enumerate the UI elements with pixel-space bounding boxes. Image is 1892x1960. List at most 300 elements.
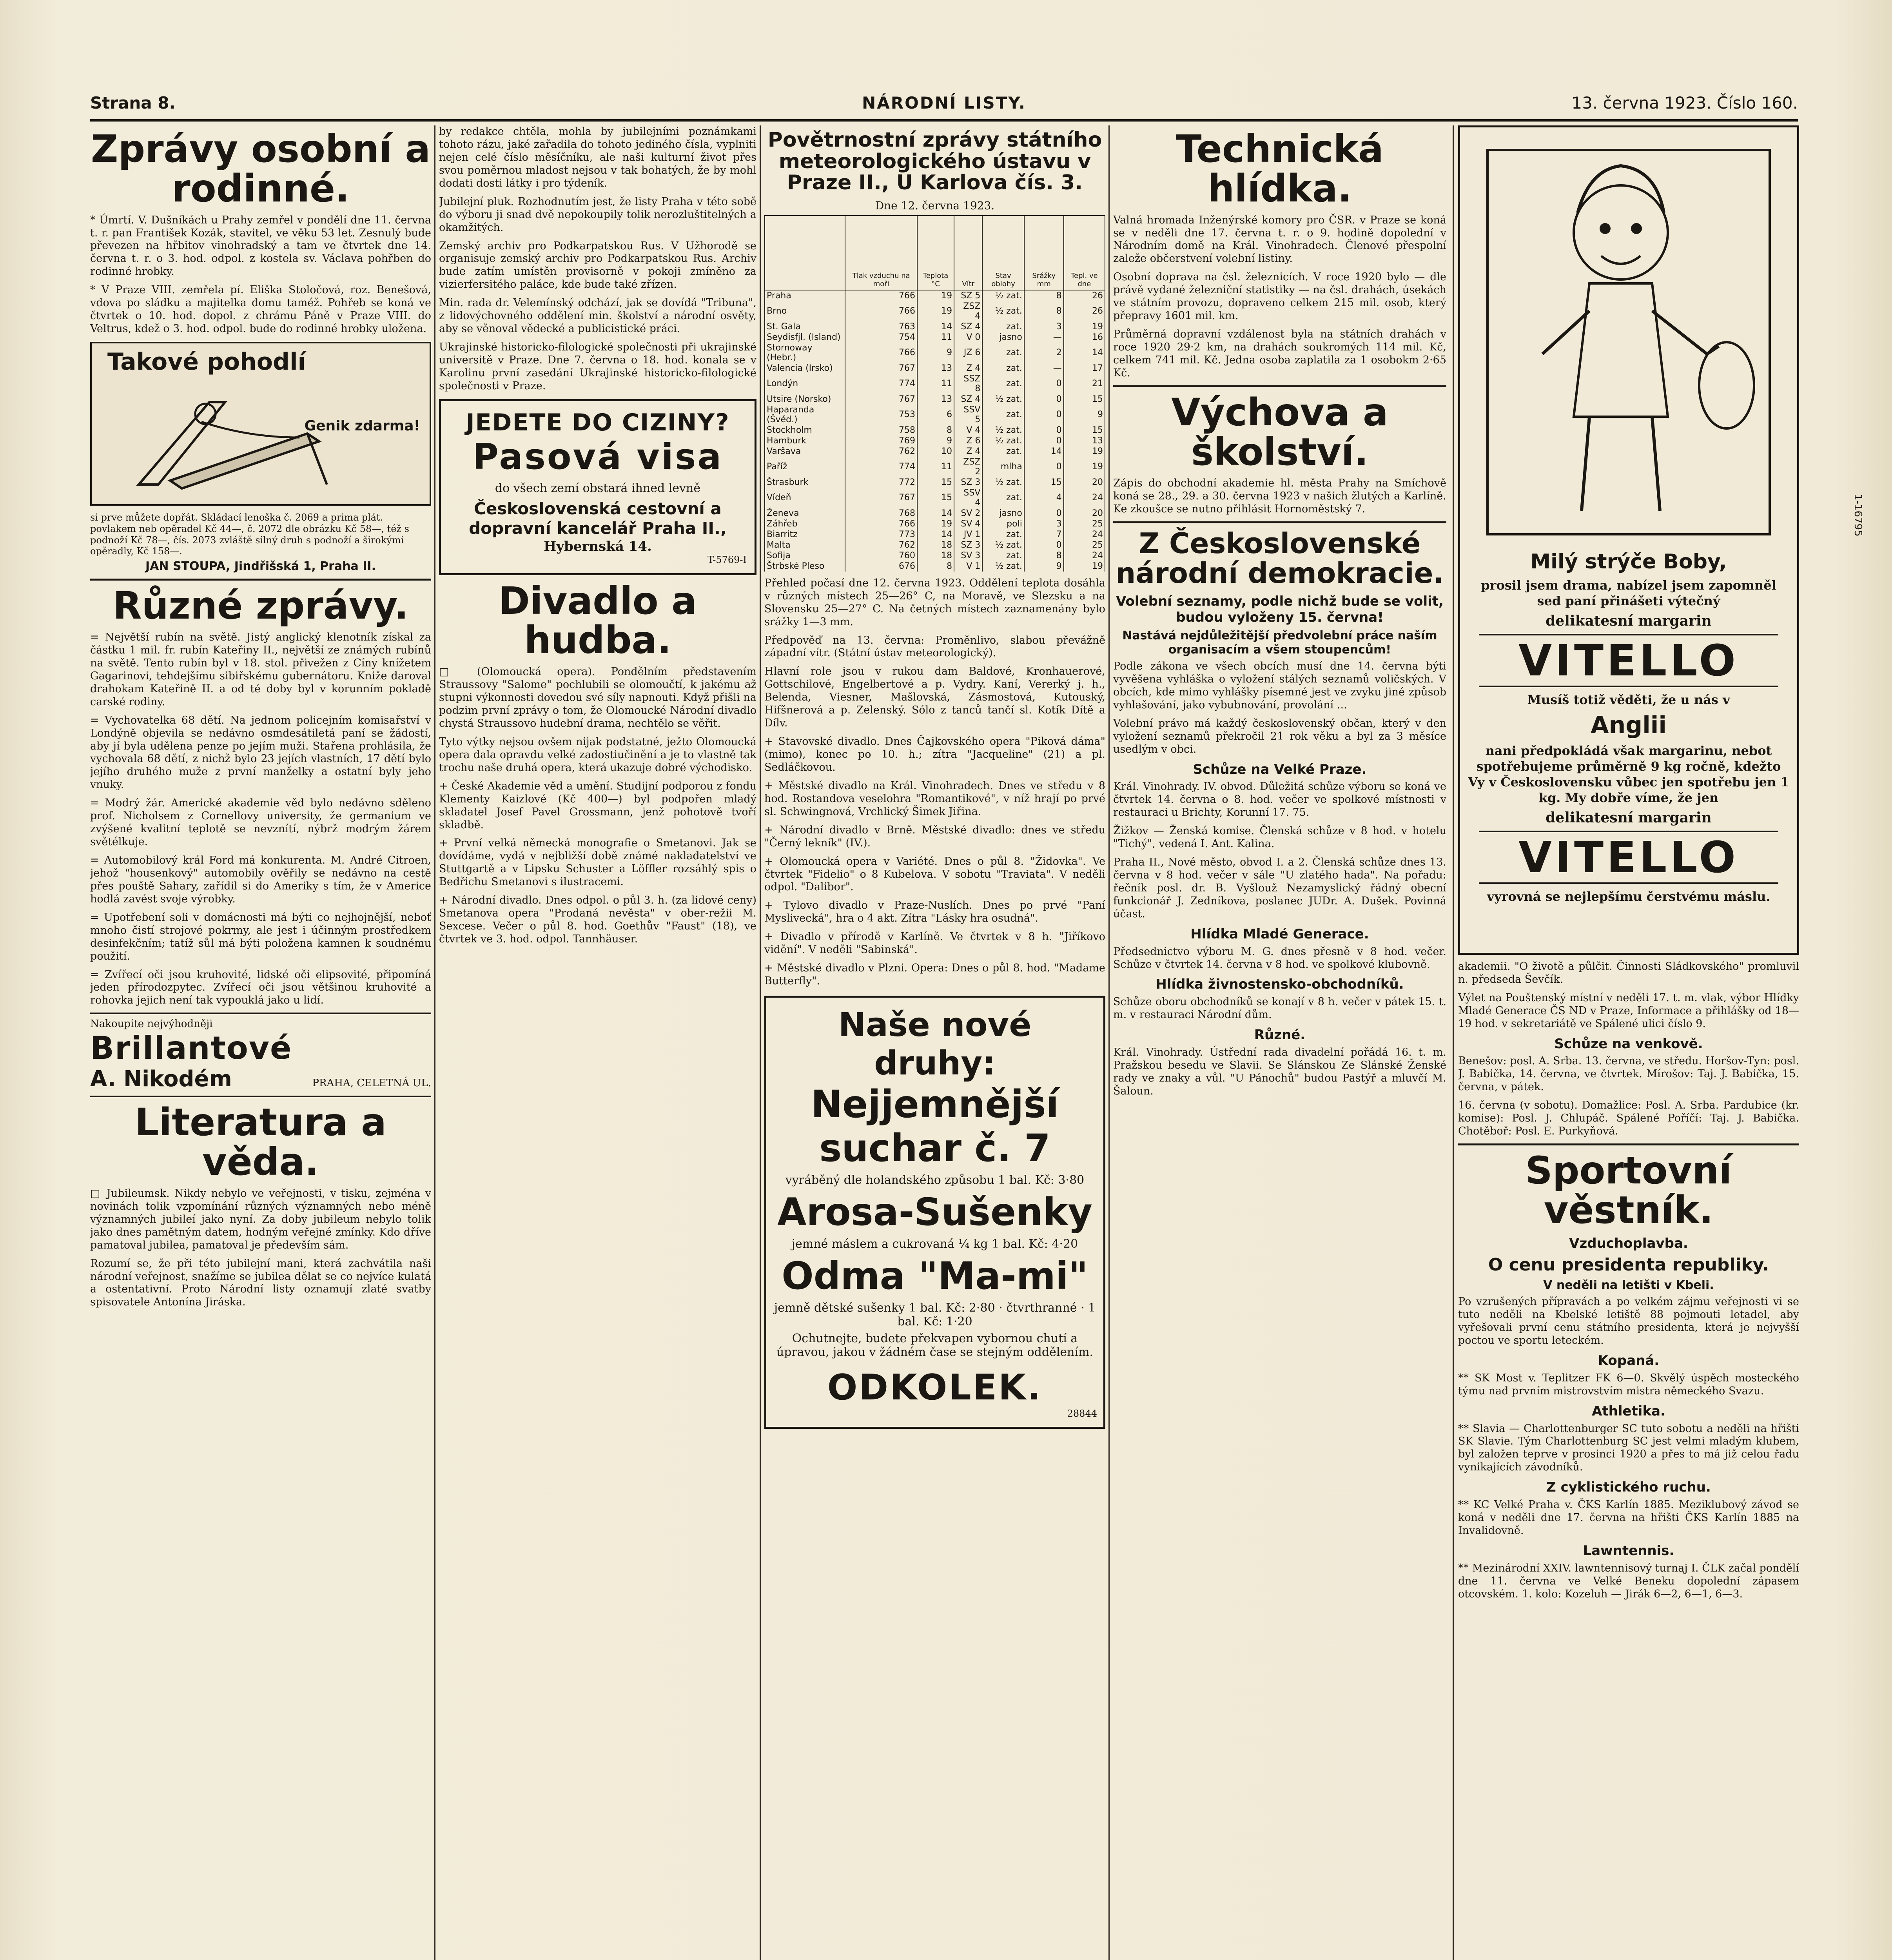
masthead (90, 91, 1798, 118)
table-cell: poli (982, 519, 1024, 529)
article-text: + České Akademie věd a umění. Studijní podporou z fondu Klementy Kaizlové (Kč 400—) byl podpořen mladý skladatel Josef Pavel Grossmann, jenž pohotově tvoří skladbě. (439, 780, 756, 831)
table-cell: 13 (917, 363, 954, 374)
table-cell: 11 (917, 332, 954, 343)
table-header-cell: Teplota °C (917, 216, 954, 290)
article-text: Rozumí se, že při této jubilejní mani, která zachvátila naši národní veřejnost, snažíme se jubilea dělat se co nejvíce kulatá a ostentativní. Proto Národní listy oznamují zlaté svatby spisovatele Antonína Jiráska. (90, 1257, 431, 1308)
column-3 (764, 125, 1105, 1960)
table-cell: Vídeň (765, 488, 845, 508)
table-cell: Štrasburk (765, 477, 845, 488)
table-cell: 766 (845, 290, 917, 301)
table-cell: Stockholm (765, 425, 845, 436)
table-cell: Utsire (Norsko) (765, 394, 845, 405)
table-cell: SZ 3 (954, 540, 982, 550)
table-cell: Haparanda (Švéd.) (765, 405, 845, 425)
article-text: Volební právo má každý československý občan, který v den vyložení seznamů překročil 21 rok věku a byl za 3 měsíce usedlým v obci. (1113, 717, 1446, 755)
article-text: Benešov: posl. A. Srba. 13. června, ve středu. Horšov-Tyn: posl. J. Babička, 14. června, ve čtvrtek. Mírošov: Taj. J. Babička, 15. června, v pátek. (1458, 1055, 1799, 1093)
table-cell: 767 (845, 394, 917, 405)
table-row (765, 321, 1105, 332)
table-cell: 8 (917, 561, 954, 572)
table-cell: 11 (917, 374, 954, 394)
section-heading: Zprávy osobní a rodinné. (91, 127, 431, 211)
subheading: Z cyklistického ruchu. (1546, 1479, 1711, 1495)
ad-product: Arosa-Sušenky (777, 1190, 1092, 1234)
ad-text: delikatesní margarin (1546, 613, 1712, 629)
table-cell: 14 (917, 321, 954, 332)
column-4 (1113, 125, 1446, 1960)
ad-text: do všech zemí obstará ihned levně (495, 481, 701, 495)
article-text: ** KC Velké Praha v. ČKS Karlín 1885. Meziklubový závod se koná v neděli dne 17. června na hřišti ČKS Karlín 1885 na Invalidovně. (1458, 1499, 1799, 1537)
table-cell: 19 (1064, 561, 1105, 572)
table-cell: 14 (1024, 446, 1064, 457)
table-cell: jasno (982, 332, 1024, 343)
archive-stamp: 1-16795 (1852, 494, 1864, 537)
table-row (765, 405, 1105, 425)
table-cell: 0 (1024, 405, 1064, 425)
ad-headline: Brillantové (90, 1030, 292, 1067)
table-cell: 25 (1064, 519, 1105, 529)
table-cell: 19 (1064, 321, 1105, 332)
table-cell: 19 (1064, 446, 1105, 457)
table-cell: 25 (1064, 540, 1105, 550)
ad-text: vyráběný dle holandského způsobu 1 bal. Kč: 3·80 (785, 1173, 1085, 1187)
article-text: Král. Vinohrady. IV. obvod. Důležitá schůze výboru se koná ve čtvrtek 14. června o 8. hod. večer ve spolkové místnosti v restauraci u Brichty, Korunní 17. 75. (1113, 780, 1446, 819)
issue-date: 13. června 1923. Číslo 160. (1571, 93, 1798, 113)
table-cell: 21 (1064, 374, 1105, 394)
table-cell: zat. (982, 488, 1024, 508)
table-cell: 24 (1064, 488, 1105, 508)
table-cell: Varšava (765, 446, 845, 457)
article-text: Podle zákona ve všech obcích musí dne 14. června býti vyvěšena vyhláška o vyložení stálých seznamů voličských. V obcích, kde mimo vyhlášky písemné jest ve zvyku jiné způsob vyhlašování, jako vybubnování, provolání ... (1113, 660, 1446, 711)
odkolek-advertisement (764, 996, 1105, 1429)
table-cell: zat. (982, 363, 1024, 374)
table-header-cell: Stav oblohy (982, 216, 1024, 290)
table-cell: SSV 4 (954, 488, 982, 508)
subheading: Různé. (1254, 1027, 1306, 1043)
table-cell: ZSZ 4 (954, 301, 982, 321)
subheading: Lawntennis. (1583, 1543, 1674, 1559)
article-text: + Městské divadlo v Plzni. Opera: Dnes o půl 8. hod. "Madame Butterfly". (764, 962, 1105, 987)
article-text: + První velká německá monografie o Smetanovi. Jak se dovídáme, vydá v nejbližší době známé nakladatelství ve Stuttgartě a v Lipsku Schuster a Löffler rozsáhlý spis o Bedřichu Smetanovi s ilustracemi. (439, 837, 756, 888)
subheading: Hlídka živnostensko-obchodníků. (1156, 976, 1404, 993)
divider (1458, 1143, 1799, 1145)
table-cell: zat. (982, 343, 1024, 363)
table-cell: 6 (917, 405, 954, 425)
table-cell: Londýn (765, 374, 845, 394)
article-text: Jubilejní pluk. Rozhodnutím jest, že listy Praha v této sobě do výboru ji snad dvě nepokoupily tolik nerozluštitelných a okamžitých. (439, 195, 756, 234)
table-cell: 762 (845, 446, 917, 457)
table-cell: V 1 (954, 561, 982, 572)
table-cell: 19 (917, 290, 954, 301)
table-row (765, 540, 1105, 550)
section-heading: Výchova a školství. (1171, 390, 1388, 474)
table-cell: 14 (917, 529, 954, 540)
ad-text: jemné máslem a cukrovaná ¼ kg 1 bal. Kč: 4·20 (791, 1237, 1078, 1251)
article-text: * V Praze VIII. zemřela pí. Eliška Stoločová, roz. Benešová, vdova po sládku a majitelka domu taméž. Pohřeb se koná ve čtvrtek o 10. hod. dopol. z chrámu Páně v Praze VIII. do Veltrus, kdež o 3. hod. odpol. bude do rodinné hrobky uložena. (90, 284, 431, 335)
ad-title: Pasová visa (472, 436, 723, 477)
table-cell: 0 (1024, 436, 1064, 446)
table-row (765, 529, 1105, 540)
section-heading: Literatura a věda. (135, 1100, 386, 1184)
table-cell: ½ zat. (982, 394, 1024, 405)
article-text: Zemský archiv pro Podkarpatskou Rus. V Užhorodě se organisuje zemský archiv pro Podkarpatskou Rus. Archiv bude zatím umístěn provisorně v pokoji zmíněno za vizierfersitého paláce, kde bude také zřízen. (439, 240, 756, 291)
table-cell: Z 4 (954, 363, 982, 374)
table-cell: 14 (917, 508, 954, 519)
article-text: □ (Olomoucká opera). Pondělním představením Straussovy "Salome" pochlubili se olomoučtí, k jakému až stupni výkonnosti dovedou své síly napnouti. Když přišli na podzim první zprávy o tom, že Olomoucké Národní divadlo chystá Straussovo hudební drama, nechtělo se věřit. (439, 666, 756, 730)
table-cell: 0 (1024, 425, 1064, 436)
deckchair-illustration (123, 387, 343, 496)
article-text: Osobní doprava na čsl. železnicích. V roce 1920 bylo — dle právě vydané železniční statistiky — na čsl. drahách, úsekách ve státním provozu, dopraveno celkem 215 mil. osob, který přepravy 1601 mil. km. (1113, 271, 1446, 322)
article-text: * Úmrtí. V. Dušníkách u Prahy zemřel v pondělí dne 11. června t. r. pan František Kozák, stavitel, ve věku 53 let. Zesnulý bude převezen na hřbitov vinohradský a tam ve čtvrtek dne 14. června t. r. o 3. hod. odpol. z kostela sv. Václava pohřben do rodinné hrobky. (90, 214, 431, 278)
table-cell: 19 (1064, 457, 1105, 477)
vitello-logo: VITELLO (1479, 831, 1778, 884)
table-header-cell: Tepl. ve dne (1064, 216, 1105, 290)
table-cell: 774 (845, 374, 917, 394)
table-cell: 763 (845, 321, 917, 332)
table-cell: 773 (845, 529, 917, 540)
table-cell: SV 3 (954, 550, 982, 561)
table-cell: ½ zat. (982, 425, 1024, 436)
weather-date: Dne 12. června 1923. (875, 199, 995, 212)
vitello-advertisement (1458, 125, 1799, 955)
article-text: = Upotřebení soli v domácnosti má býti co nejhojnější, neboť mnoho čistí strojové pokrmy, ale jest i účinným prostředkem desinfekčním; tatíž sůl má býti položena kamnen k soudnému použití. (90, 911, 431, 962)
subheading: O cenu presidenta republiky. (1488, 1254, 1769, 1275)
table-cell: 10 (917, 446, 954, 457)
table-cell: JZ 6 (954, 343, 982, 363)
table-cell: 769 (845, 436, 917, 446)
table-cell: 18 (917, 550, 954, 561)
table-cell: 0 (1024, 508, 1064, 519)
table-cell: 15 (1064, 425, 1105, 436)
vitello-logo: VITELLO (1479, 634, 1778, 687)
table-cell: zat. (982, 405, 1024, 425)
column-5 (1458, 125, 1799, 1960)
table-cell: 8 (1024, 550, 1064, 561)
article-text: ** Slavia — Charlottenburger SC tuto sobotu a neděli na hřišti SK Slavie. Tým Charlottenburg SC jest velmi mladým klubem, byl založen teprve v prosinci 1920 a přes to má již celou řadu vynikajících závodníků. (1458, 1422, 1799, 1474)
table-header-cell: Srážky mm (1024, 216, 1064, 290)
ad-company: A. Nikodém (90, 1066, 232, 1092)
table-cell: 3 (1024, 321, 1064, 332)
table-cell: 2 (1024, 343, 1064, 363)
table-cell: Praha (765, 290, 845, 301)
ad-pretext: Nakoupíte nejvýhodněji (90, 1018, 213, 1030)
ad-headline: Milý strýče Boby, (1530, 550, 1727, 573)
table-cell: 9 (917, 343, 954, 363)
table-row (765, 477, 1105, 488)
table-cell: 767 (845, 488, 917, 508)
table-cell: zat. (982, 529, 1024, 540)
ad-company: Československá cestovní a dopravní kancelář Praha II., (469, 499, 727, 538)
table-cell: 774 (845, 457, 917, 477)
table-cell: 24 (1064, 529, 1105, 540)
article-text: Žižkov — Ženská komise. Členská schůze v 8 hod. v hotelu "Tichý", vedená I. Ant. Kalina. (1113, 825, 1446, 850)
divider (1113, 521, 1446, 523)
weather-table (764, 215, 1105, 572)
table-cell: 0 (1024, 540, 1064, 550)
table-cell: Brno (765, 301, 845, 321)
table-cell: mlha (982, 457, 1024, 477)
section-heading: Různé zprávy. (112, 584, 409, 628)
jewelry-advertisement (90, 1013, 431, 1097)
table-cell: ½ zat. (982, 540, 1024, 550)
ad-text: jemně dětské sušenky 1 bal. Kč: 2·80 · čtvrthranné · 1 bal. Kč: 1·20 (774, 1301, 1096, 1329)
article-text: = Vychovatelka 68 dětí. Na jednom policejním komisařství v Londýně objevila se nedávno osmdesátiletá paní se žádostí, aby jí byla udělena penze po jejím muži. Stařena prohlásila, že vychovala 68 dětí, z nichž bylo 23 jejích vlastních, 17 dětí bylo jejího druhého muže z první manželky a ostatní byly jeho vnuky. (90, 714, 431, 791)
table-cell: ½ zat. (982, 290, 1024, 301)
ad-code: T-5769-I (707, 554, 747, 565)
table-header-cell (765, 216, 845, 290)
travel-advertisement (439, 399, 756, 575)
subheading: Hlídka Mladé Generace. (1190, 926, 1369, 942)
article-text: Po vzrušených přípravách a po velkém zájmu veřejnosti vi se tuto neděli na Kbelské letiště 88 pojmouti letadel, aby vyřešovali první cenu státního presidenta, která je nejvyšší poctou ve sportu leteckém. (1458, 1296, 1799, 1347)
table-cell: Ženeva (765, 508, 845, 519)
section-heading: Technická hlídka. (1176, 127, 1384, 211)
article-text: + Olomoucká opera v Variété. Dnes o půl 8. "Židovka". Ve čtvrtek "Fidelio" o 8 Kubelova. V sobotu "Traviata". V neděli odpol. "Dalibor". (764, 855, 1105, 893)
table-row (765, 290, 1105, 301)
table-cell: 9 (1064, 405, 1105, 425)
table-cell: zat. (982, 321, 1024, 332)
ad-product: Nejjemnější suchar č. 7 (811, 1082, 1059, 1171)
section-heading: Sportovní věstník. (1525, 1149, 1732, 1232)
table-row (765, 550, 1105, 561)
article-text: Valná hromada Inženýrské komory pro ČSR. v Praze se koná se v neděli dne 17. června t. r. o 9. hodině dopolední v Národním domě na Král. Vinohradech. Členové přespolní zaleže občerstvení volební listiny. (1113, 214, 1446, 265)
article-text: ** Mezinárodní XXIV. lawntennisový turnaj I. ČLK začal pondělí dne 11. června ve Velké Beneku dopolední zápasem otcovském. 1. kolo: Kozeluh — Jirák 6—2, 6—1, 6—3. (1458, 1562, 1799, 1600)
table-cell: 11 (917, 457, 954, 477)
subheading: Athletika. (1592, 1403, 1665, 1419)
table-cell: 13 (1064, 436, 1105, 446)
table-cell: 17 (1064, 363, 1105, 374)
table-cell: 676 (845, 561, 917, 572)
article-text: + Národní divadlo. Dnes odpol. o půl 3. h. (za lidové ceny) Smetanova opera "Prodaná nevěsta" v ober-režii M. Sexcese. Večer o půl 8. hod. Goethův "Faust" (18), ve čtvrtek ve 3. hod. odpol. Tannhäuser. (439, 894, 756, 945)
article-text: by redakce chtěla, mohla by jubilejními poznámkami tohoto rázu, jaké zařadila do tohoto jediného čísla, vyplniti nejen celé číslo měsíčníku, ale naši kulturní život přes svou poměrnou mladost nejsou v tak bohatých, že by mohl dodati dosti látky i pro týdeník. (439, 125, 756, 189)
table-cell: 7 (1024, 529, 1064, 540)
table-cell: 767 (845, 363, 917, 374)
section-heading: Z Československé národní demokracie. (1116, 527, 1444, 590)
article-text: Hlavní role jsou v rukou dam Baldové, Kronhauerové, Gottschilové, Engelbertové a p. Vydry. Kaní, Vererký j. h., Belenda, Viesner, Mašlovská, Zásmostová, Kutouský, Hifšnerová a p. Zelenský. Sólo z tanců tančí sl. Kotík Dítě a Dílv. (764, 665, 1105, 730)
table-cell: Štrbské Pleso (765, 561, 845, 572)
subheading: Nastává nejdůležitější předvolební práce naším organisacím a všem stoupencům! (1122, 629, 1437, 657)
ad-headline: Anglii (1591, 711, 1667, 739)
table-row (765, 508, 1105, 519)
column-2 (439, 125, 756, 1960)
table-cell: jasno (982, 508, 1024, 519)
table-cell: SZ 4 (954, 394, 982, 405)
article-text: Min. rada dr. Velemínský odchází, jak se dovídá "Tribuna", z lidovýchovného oddělení min. školství a národní osvěty, aby se věnoval vědecké a publicistické práci. (439, 297, 756, 335)
column-divider (760, 125, 761, 1960)
table-cell: Záhřeb (765, 519, 845, 529)
table-cell: SSV 5 (954, 405, 982, 425)
subheading: Schůze na Velké Praze. (1193, 761, 1367, 777)
page-number: Strana 8. (90, 93, 176, 113)
table-cell: 754 (845, 332, 917, 343)
article-text: Průměrná dopravní vzdálenost byla na státních drahách v roce 1920 29·2 km, na drahách soukromých 114 mil. Kč, celkem 741 mil. Kč. Jedna osoba zaplatila za 1 osobokm 2·65 Kč. (1113, 328, 1446, 379)
table-row (765, 374, 1105, 394)
article-text: Praha II., Nové město, obvod I. a 2. Členská schůze dnes 13. června v 8 hod. večer v sále "U zlatého hada". Na pořadu: řečník posl. dr. B. Vyšlouž Nezamyslický řádný obecní funkcionář J. Zedníkova, poslanec JUDr. A. Dušek. Povinná účast. (1113, 856, 1446, 920)
table-cell: 762 (845, 540, 917, 550)
table-cell: 3 (1024, 519, 1064, 529)
furniture-advertisement (90, 342, 431, 506)
table-cell: 9 (917, 436, 954, 446)
article-text: = Modrý žár. Americké akademie věd bylo nedávno sděleno prof. Nicholsem z Cornellovy university, že germanium ve zvýšené kvalitní teplotě se nevznítí, nýbrž modrým žárem světélkuje. (90, 797, 431, 848)
article-text: + Stavovské divadlo. Dnes Čajkovského opera "Piková dáma" (mimo), konec po 10. h.; zítra "Jacqueline" (21) a pl. Sedláčkovou. (764, 735, 1105, 773)
table-row (765, 561, 1105, 572)
subheading: Vzduchoplavba. (1569, 1235, 1688, 1251)
table-cell: 15 (917, 477, 954, 488)
ad-headline: Naše nové druhy: (838, 1005, 1032, 1083)
table-cell: SV 2 (954, 508, 982, 519)
divider (90, 579, 431, 581)
table-cell: 9 (1024, 561, 1064, 572)
article-text: Předpověď na 13. června: Proměnlivo, slabou převážně západní vítr. (Státní ústav meteorologický). (764, 634, 1105, 659)
table-cell: V 4 (954, 425, 982, 436)
ad-text: nani předpokládá však margarinu, nebot spotřebujeme průměrně 9 kg ročně, kdežto Vy v Československu vůbec jen spotřebu jen 1 kg. My dobře víme, že jen (1468, 743, 1789, 805)
table-cell: 15 (1064, 394, 1105, 405)
table-cell: Hamburk (765, 436, 845, 446)
article-text: Přehled počasí dne 12. června 1923. Oddělení teplota dosáhla v různých místech 25—26° C, na Moravě, ve Slezsku a na Slovensku 25—27° C. Na četných místech zaznamenány bylo srážky 1—3 mm. (764, 577, 1105, 628)
ad-company: JAN STOUPA, Jindřišská 1, Praha II. (145, 559, 376, 573)
table-cell: SV 4 (954, 519, 982, 529)
ad-code: 28844 (1067, 1408, 1097, 1419)
table-cell: Valencia (Irsko) (765, 363, 845, 374)
table-cell: 8 (1024, 290, 1064, 301)
section-heading: Povětrnostní zprávy státního meteorologického ústavu v Praze II., U Karlova čís. 3. (767, 128, 1102, 195)
subheading: V neděli na letišti v Kbeli. (1543, 1278, 1714, 1292)
section-heading: Divadlo a hudba. (499, 579, 697, 662)
boy-with-racket-illustration (1472, 134, 1785, 546)
subheading: Volební seznamy, podle nichž bude se volit, budou vyloženy 15. června! (1116, 593, 1444, 626)
table-cell: 758 (845, 425, 917, 436)
table-row (765, 301, 1105, 321)
table-cell: SZ 5 (954, 290, 982, 301)
article-text: Schůze oboru obchodníků se konají v 8 h. večer v pátek 15. t. m. v restauraci Národní dům. (1113, 996, 1446, 1021)
table-cell: 766 (845, 519, 917, 529)
article-text: + Tylovo divadlo v Praze-Nuslích. Dnes po prvé "Paní Myslivecká", hra o 4 akt. Zítra "Lásky hra osudná". (764, 899, 1105, 925)
column-divider (1108, 125, 1110, 1960)
table-cell: SZ 3 (954, 477, 982, 488)
table-row (765, 363, 1105, 374)
table-row (765, 332, 1105, 343)
table-cell: 4 (1024, 488, 1064, 508)
article-text: Zápis do obchodní akademie hl. města Prahy na Smíchově koná se 28., 29. a 30. června 1923 v našich žlutých a Karlíně. Ke zkoušce se nutno přihlásit Hornoměstský 7. (1113, 477, 1446, 515)
table-row (765, 394, 1105, 405)
table-cell: 8 (917, 425, 954, 436)
table-cell: 18 (917, 540, 954, 550)
ad-headline: JEDETE DO CIZINY? (466, 408, 730, 436)
table-cell: V 0 (954, 332, 982, 343)
column-divider (434, 125, 435, 1960)
article-text: Tyto výtky nejsou ovšem nijak podstatné, ježto Olomoucká opera dala opravdu velké zadostiučinění a je to vlastně tak trochu naše druhá opera, která ukazuje dobré východisko. (439, 735, 756, 774)
ad-text: vyrovná se nejlepšímu čerstvému máslu. (1487, 889, 1770, 904)
table-cell: 26 (1064, 290, 1105, 301)
table-cell: 19 (917, 301, 954, 321)
masthead-rule (90, 119, 1798, 122)
table-row (765, 519, 1105, 529)
subheading: Schůze na venkově. (1554, 1036, 1703, 1052)
ad-address: PRAHA, CELETNÁ UL. (312, 1077, 431, 1089)
table-cell: 16 (1064, 332, 1105, 343)
table-cell: 26 (1064, 301, 1105, 321)
table-cell: 772 (845, 477, 917, 488)
table-cell: — (1024, 363, 1064, 374)
table-row (765, 343, 1105, 363)
article-text: akademii. "O životě a půlčit. Činnosti Sládkovského" promluvil n. předseda Ševčík. (1458, 960, 1799, 985)
article-text: ** SK Most v. Teplitzer FK 6—0. Skvělý úspěch mosteckého týmu nad prvním mistrovstvím mistra německého Svazu. (1458, 1372, 1799, 1397)
table-row (765, 446, 1105, 457)
table-row (765, 425, 1105, 436)
table-cell: Malta (765, 540, 845, 550)
table-cell: 24 (1064, 550, 1105, 561)
table-cell: ½ zat. (982, 561, 1024, 572)
article-text: Ukrajinské historicko-filologické společnosti při ukrajinské universitě v Praze. Dne 7. června o 18. hod. konala se v Karolinu první zasedání Ukrajinské historicko-filologické společnosti v Praze. (439, 341, 756, 392)
column-divider (1453, 125, 1454, 1960)
article-text: Předsednictvo výboru M. G. dnes přesně v 8 hod. večer. Schůze v čtvrtek 14. června v 8 hod. ve spolkové klubovně. (1113, 945, 1446, 971)
table-cell: Seydisfjl. (Island) (765, 332, 845, 343)
article-text: □ Jubileumsk. Nikdy nebylo ve veřejnosti, v tisku, zejména v novinách tolik vzpomínání různých významných nebo méně významných jubileí jako nyní. Za doby jubileum nebylo tolik jako dnes pamětným datem, hodným veřejné zmínky. Kdo dříve pamatoval jubilea, pamatoval je především sám. (90, 1187, 431, 1251)
table-cell: SZ 4 (954, 321, 982, 332)
ad-text: delikatesní margarin (1546, 809, 1712, 826)
table-cell: 0 (1024, 394, 1064, 405)
table-cell: Sofija (765, 550, 845, 561)
table-cell: Stornoway (Hebr.) (765, 343, 845, 363)
table-cell: 20 (1064, 508, 1105, 519)
table-row (765, 488, 1105, 508)
table-cell: Biarritz (765, 529, 845, 540)
ad-text: Ochutnejte, budete překvapen vybornou chutí a úpravou, jakou v žádném čase se stejným oddělením. (776, 1332, 1094, 1359)
ad-text: Musíš totiž věděti, že u nás v (1527, 692, 1730, 707)
table-header-row (765, 216, 1105, 290)
table-cell: SSZ 8 (954, 374, 982, 394)
table-header-cell: Vítr (954, 216, 982, 290)
table-row (765, 457, 1105, 477)
ad-company: ODKOLEK. (827, 1367, 1043, 1408)
table-cell: 766 (845, 301, 917, 321)
ad-title: Takové pohodlí (107, 348, 306, 376)
ad-product: Odma "Ma-mi" (782, 1254, 1088, 1298)
table-cell: 14 (1064, 343, 1105, 363)
table-cell: 753 (845, 405, 917, 425)
table-cell: ZSZ 2 (954, 457, 982, 477)
table-cell: JV 1 (954, 529, 982, 540)
table-cell: St. Gala (765, 321, 845, 332)
ad-illustration (1467, 134, 1790, 546)
article-text: Výlet na Pouštenský místní v neděli 17. t. m. vlak, výbor Hlídky Mladé Generace ČS ND v Praze, Informace a přihlášky od 18—19 hod. v sekretariátě ve Spálené ulici číslo 9. (1458, 991, 1799, 1030)
article-text: + Národní divadlo v Brně. Městské divadlo: dnes ve středu "Černý lekník" (IV.). (764, 824, 1105, 849)
table-cell: Paříž (765, 457, 845, 477)
table-header-cell: Tlak vzduchu na moři (845, 216, 917, 290)
table-cell: ½ zat. (982, 436, 1024, 446)
ad-text: prosil jsem drama, nabízel jsem zapomněl sed paní přinášeti výtečný (1481, 578, 1776, 608)
table-cell: Z 4 (954, 446, 982, 457)
table-cell: 766 (845, 343, 917, 363)
table-cell: 13 (917, 394, 954, 405)
table-cell: zat. (982, 550, 1024, 561)
table-row (765, 436, 1105, 446)
table-cell: 0 (1024, 374, 1064, 394)
table-cell: 19 (917, 519, 954, 529)
table-cell: 15 (917, 488, 954, 508)
article-text: = Největší rubín na světě. Jistý anglický klenotník získal za částku 1 mil. fr. rubín Kateřiny II., největší ze známých rubínů na světě. Tento rubín byl v 18. stol. přivežen z Cíny knížetem Gagarinovi, tehdejšímu sibiřskému gubernátoru. Kniže daroval drahokam Kateřině II. a od té doby byl v korunním pokladě carské rodiny. (90, 631, 431, 708)
ad-text: si prve můžete dopřát. Skládací lenoška č. 2069 a prima plát. povlakem neb opěradel Kč 44—, č. 2072 dle obrázku Kč 58—, též s podnoží Kč 78—, čís. 2073 zvláště silný druh s podnoží a širokými opěradly, Kč 158—. (90, 512, 409, 557)
ad-address: Hybernská 14. (544, 538, 652, 554)
table-cell: ½ zat. (982, 477, 1024, 488)
newspaper-title: NÁRODNÍ LISTY. (862, 93, 1026, 113)
table-cell: zat. (982, 446, 1024, 457)
article-text: = Zvířecí oči jsou kruhovité, lidské oči elipsovité, připomíná jeden přírodozpytec. Zvířecí oči jsou většinou kruhovité a rohovka jejich není tak vypouklá jako u lidí. (90, 968, 431, 1007)
article-text: 16. června (v sobotu). Domažlice: Posl. A. Srba. Pardubice (kr. komise): Posl. J. Chlupáč. Spálené Poříčí: Taj. J. Babička. Chotěboř: Posl. E. Purkyňová. (1458, 1099, 1799, 1138)
article-text: = Automobilový král Ford má konkurenta. M. André Citroen, jehož "housenkový" automobily ověřily se nedávno na cestě přes pouště Sahary, zařídil si do Ameriky s tím, že v Americe hodlá zavést svoje výrobky. (90, 854, 431, 905)
article-text: + Divadlo v přírodě v Karlíně. Ve čtvrtek v 8 h. "Jiříkovo vidění". V neděli "Sabinská". (764, 931, 1105, 956)
ad-genik: Genik zdarma! (304, 418, 420, 434)
table-cell: 0 (1024, 457, 1064, 477)
table-cell: 768 (845, 508, 917, 519)
